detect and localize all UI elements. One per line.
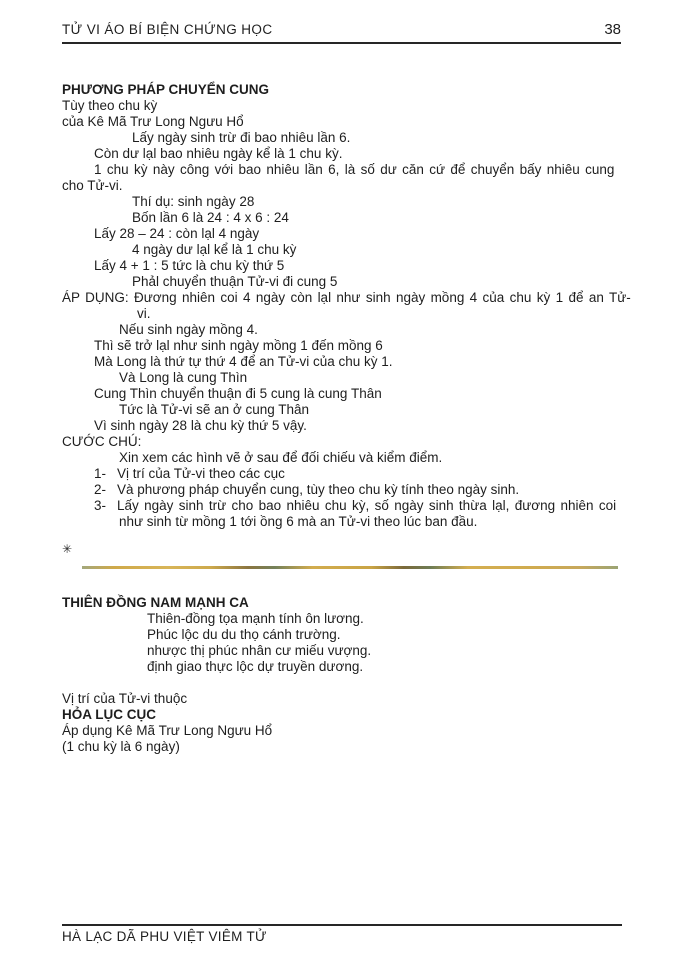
text-line: Bốn lần 6 là 24 : 4 x 6 : 24 bbox=[132, 210, 289, 225]
list-item bbox=[94, 498, 621, 514]
text-line: ÁP DỤNG: Đương nhiên coi 4 ngày còn lạl như sinh ngày mồng 4 của chu kỳ 1 để an Tử- bbox=[62, 290, 631, 305]
list-marker: 3- bbox=[94, 498, 107, 513]
text-line: Thì sẽ trở lạl như sinh ngày mồng 1 đến mồng 6 bbox=[94, 338, 383, 353]
text-line: Lấy ngày sinh trừ đi bao nhiêu lần 6. bbox=[132, 130, 351, 145]
text-line: CƯỚC CHÚ: bbox=[62, 434, 142, 449]
asterisk-icon: ✳ bbox=[62, 542, 73, 556]
text-line: Thiên-đồng tọa mạnh tính ôn lương. bbox=[147, 611, 364, 626]
text-line: nhược thị phúc nhân cư miếu vượng. bbox=[147, 643, 372, 658]
text-line: Lấy 4 + 1 : 5 tức là chu kỳ thứ 5 bbox=[94, 258, 285, 273]
text-line: Phúc lộc du du thọ cánh trường. bbox=[147, 627, 341, 642]
text-line: Phảl chuyển thuận Tử-vi đi cung 5 bbox=[132, 274, 338, 289]
section-heading: THIÊN ĐỒNG NAM MẠNH CA bbox=[62, 595, 249, 610]
footer-text: HÀ LẠC DÃ PHU VIỆT VIÊM TỬ bbox=[62, 929, 267, 944]
list-item-text: Lấy ngày sinh trừ cho bao nhiêu chu kỳ, số ngày sinh thừa lạl, đương nhiên coi bbox=[117, 498, 617, 513]
section-method bbox=[62, 82, 631, 466]
list-item bbox=[94, 482, 621, 498]
text-line: của Kê Mã Trư Long Ngưu Hổ bbox=[62, 114, 244, 129]
text-line: Lấy 28 – 24 : còn lạl 4 ngày bbox=[94, 226, 260, 241]
page-title: TỬ VI ÁO BÍ BIỆN CHỨNG HỌC bbox=[62, 22, 273, 37]
text-line: như sinh từ mồng 1 tới ồng 6 mà an Tử-vi theo lúc ban đầu. bbox=[119, 514, 478, 529]
text-line: 1 chu kỳ này công với bao nhiêu lần 6, là số dư căn cứ để chuyển bấy nhiêu cung bbox=[94, 162, 615, 177]
text-line: Áp dụng Kê Mã Trư Long Ngưu Hổ bbox=[62, 723, 273, 738]
list-item-text: Vị trí của Tử-vi theo các cục bbox=[117, 466, 285, 481]
section-poem bbox=[62, 595, 621, 675]
section-divider bbox=[82, 566, 618, 569]
text-line: Tức là Tử-vi sẽ an ở cung Thân bbox=[119, 402, 310, 417]
section-heading: PHƯƠNG PHÁP CHUYỂN CUNG bbox=[62, 82, 269, 97]
text-line: Thí dụ: sinh ngày 28 bbox=[132, 194, 255, 209]
text-line: Còn dư lạl bao nhiêu ngày kể là 1 chu kỳ. bbox=[94, 146, 343, 161]
text-line: vi. bbox=[137, 306, 151, 321]
text-line: Vị trí của Tử-vi thuộc bbox=[62, 691, 188, 706]
text-line: 4 ngày dư lạl kể là 1 chu kỳ bbox=[132, 242, 297, 257]
text-line: Cung Thìn chuyển thuận đi 5 cung là cung Thân bbox=[94, 386, 382, 401]
text-line: (1 chu kỳ là 6 ngày) bbox=[62, 739, 180, 754]
text-line: cho Tử-vi. bbox=[62, 178, 123, 193]
page-footer bbox=[62, 924, 622, 945]
page-header bbox=[62, 22, 621, 44]
list-item-text: Và phương pháp chuyển cung, tùy theo chu kỳ tính theo ngày sinh. bbox=[117, 482, 520, 497]
section-position bbox=[62, 691, 621, 755]
text-line: Tùy theo chu kỳ bbox=[62, 98, 158, 113]
page-body bbox=[62, 82, 631, 755]
page-number: 38 bbox=[604, 21, 621, 38]
text-line: Xin xem các hình vẽ ở sau để đối chiếu và kiểm điểm. bbox=[119, 450, 443, 465]
list-marker: 1- bbox=[94, 466, 107, 481]
list-marker: 2- bbox=[94, 482, 107, 497]
list-item bbox=[94, 466, 621, 482]
text-line: Và Long là cung Thìn bbox=[119, 370, 248, 385]
section-footnotes bbox=[62, 466, 621, 530]
text-line: Mà Long là thứ tự thứ 4 để an Tử-vi của chu kỳ 1. bbox=[94, 354, 393, 369]
text-line: định giao thực lộc dự truyền dương. bbox=[147, 659, 364, 674]
text-line: Nếu sinh ngày mồng 4. bbox=[119, 322, 258, 337]
section-heading: HỎA LỤC CỤC bbox=[62, 707, 156, 722]
text-line: Vì sinh ngày 28 là chu kỳ thứ 5 vậy. bbox=[94, 418, 307, 433]
